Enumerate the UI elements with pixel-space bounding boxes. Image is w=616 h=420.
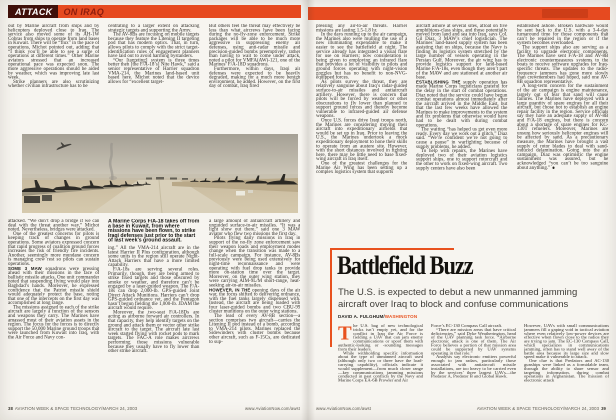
byline-author: DAVID A. FULGHUM/ [338, 314, 385, 319]
paragraph: aircraft ashore at several sites, afloat on five amphibious-class ships, and those potentially moved from land and sea into Iraq, says Col. Gil Diaz, 3 MAW’s chief logistician. The Marines’ land-based supply system has been assisting that on ships, because the Navy is finding its logistics system stretched by the large number of vessels operating in the Persian Gulf. Moreover, the air wing has to provide logistics support for land-based Marine F/A-18s, even though they aren’t part of the MAW and are stationed at another air base. [416, 24, 508, 81]
paragraph: Strike planners are also scrutinizing whether civilian infrastructure has to be [8, 78, 100, 89]
article-column [416, 24, 507, 238]
article-column [524, 324, 609, 399]
paragraph: established ashore. Broken hardware would be sent back to the U.S. with a 3-4-day turnaround time for those components that can’t be repaired in the region or if the system becomes overloaded. [516, 24, 608, 46]
white-truck [236, 191, 245, 196]
paragraph: Moreover, the two-seat F/A-18Ds are acting as airborne forward air controllers. In that capacity, they help identify targets on the ground and attack them or vector other strike aircraft to the target. The aircraft late last week started flying with rocket pods to mark targets. The FAC-A role makes aircrews performing those missions vulnerable because they usually have to fly lower than other strike aircraft. [108, 309, 200, 354]
page-gutter [301, 0, 315, 420]
article-columns-top [8, 24, 300, 132]
paragraph: The support ships also are serving as a facility to upgrade electronic components. The Marines have sent F/A-18 and AV-8B electronic countermeasures systems to the boats to receive software upgrades for Iraq-specific threats. The updates to the radio-frequency jammers has gone more slowly than crewmembers had hoped, said one AV-8B squadron representative. [516, 44, 608, 85]
bold-lead: HOWEVER, IN THE [208, 287, 250, 293]
drop-cap: T [338, 324, 352, 344]
paragraph: a large amount of antiaircraft artillery and unguided surface-to-air missiles. “It was a light show out there,” said one 3 MAW aviator who flew two missions the first day. [208, 219, 300, 237]
buzz-top-rule [330, 248, 454, 250]
article-column [108, 24, 199, 132]
paragraph: Pilots flying daily missions in Iraq in support of the no-fly zone enforcement saw their weapon loads and employment modes change when the transition was made to a full-scale campaign. For instance, AV-8Bs previously were being used extensively for night-time reconnaissance and were operating with fuel drop tanks to provide more on-station time over the target. Moreover, on the outer wing station, they were carrying AIM-9L/M short-range, heat-seeking air-to-air missiles. [208, 235, 300, 288]
bold-lead: SOME 3 MAW [8, 265, 42, 271]
paragraph: HOWEVER, IN THE opening days of the air war, the focus shifted to delivering ordnance, with the fuel tanks largely dispensed with. Instead, the aircraft are being loaded with four laser-guided bombs and two CBU-99 cluster munitions on the outer wing stations. [208, 287, 300, 315]
page-number: 38 [8, 406, 13, 411]
paragraph: But others feel the threat may effectively be less than what aircrews have been facing during the no-fly-zone enforcement. Strike packages will be able to be much more aggressive in suppressing enemy air defenses, using anti-radar missile and precision-guided bombs preemptively, rather than having to wait to come under attack, noted a pilot for VMFA(AW)-121, one of the Marines’ F/A-18D squadrons. [208, 24, 300, 68]
paragraph: One clue is that Predators and AC-130 gunships were linked as a formidable team, through the ability to share sensor and targeting information, during combat operations in Afghanistan. The mission of electronic attack [524, 358, 609, 383]
paragraph: “Our [targeting] system is three times better then [the F/A-18’s] Nite Hawk,” said a senior representative of Harrier squadron VMA-214, the Marines land-based unit based here. Michot noted that the device allows for “excellent target- [108, 57, 200, 85]
end-of-article-mark [552, 167, 554, 169]
paragraph: The missions assigned to each of the strike aircraft are largely a function of the sensors and weapons they carry. The Marines have amassed most of their aviation assets in the region. The focus for the forces is to directly support the 50,000 Marine ground troops that were launched from Kuwait into Iraq, with the Air Force and Navy con- [8, 304, 100, 341]
article-column [316, 24, 407, 238]
left-footer [8, 406, 300, 414]
paragraph: In the days running up to the air campaign, the Marines also were mulling the use of a new illuminating expendable to make it easier to see the battlefield at night. The service already has integrated a visual flare for use on Harriers; now consideration is being given to employing an infrared flare that provides a lot of visibility to pilots and ground forces operating with night-vision goggles but has no benefit to non-NVG-equipped forces. [316, 31, 408, 81]
paragraph: The AV-8Bs are focusing on mobile targets because they feature the Litening II targeting pod that has modern optics. That, in turn, allows pilots to comply with the strict target-identification rules of engagement planners have laid out to avoid harming bystanders. [108, 31, 200, 59]
paragraph: F/A-18s are serving several roles. Primarily, though, they are being armed to strike fixed targets and those obscured by smoke or weather, and therefore can’t be engaged by a laser-guided weapon. The F/A-18s can drop 2,000-lb. GPS-guided Joint Direct Attack Munitions. Harriers can’t drop GPS-guided ordnance yet, and the Pentagon hasn’t begun fielding the 1,000-lb. JDAM the aircraft would require. [108, 266, 200, 311]
buzz-columns [338, 324, 609, 399]
paragraph: “There are mission areas that have critical deficiencies,” said Dyke Weatherington, head of the UAV planning task force. “Airborne electronic attack is one of them. The Air Force believes a portion of that mission area could be supported by UAV systems operating in that role.” [431, 326, 516, 356]
paragraph: As pilots survey the threat, they are relatively sanguine about Iraq’s radar-guided surface-to-air missiles and antiaircraft artillery. However, there is concern that pilots will be forced by weather or other obscurations to fly lower than planned to support ground forces and thereby become vulnerable to infrared-guided air defense weapons. [316, 78, 408, 119]
paragraph: Once U.S. forces drive Iraqi troops north, the Marines are considering moving their aircraft into expeditionary airfields that would be set up in Iraq. Prior to leaving the U.S., the Marines undertook a mock expeditionary deployment to hone their skills to operate from an austere site. However, with the short distances involved in fighting here, there may be little need to base fixed-wing aircraft in Iraq itself. [316, 117, 408, 162]
article-column [108, 219, 199, 401]
paragraph: attacked. “We don’t drop a bridge if we can deal with the threat another way,” Michot noted. Nevertheless, bridges were attacked. [8, 219, 100, 233]
section-label: ATTACK [8, 5, 58, 18]
footer-magazine: AVIATION WEEK & SPACE TECHNOLOGY/MARCH 24, 2003 39 [476, 406, 606, 411]
airfield-photo [22, 134, 298, 213]
article-columns-bottom [8, 219, 300, 401]
article-column [209, 24, 300, 132]
paragraph: The lead of every AV-8B section—a section comprises two aircraft—carries the Litening II pod instead of a bomb, according to VMA-214 pilots. Marines replaced the Sidewinders with cluster bombs because other aircraft, such as F-15Cs, are dedicated to sup- [208, 313, 300, 345]
paragraph: To help with repairs, the Marines have deployed two of their aviation logistics support ships, one to support rotorcraft and the other to work on fixed-wing aircraft. Two supply centers have also been [416, 148, 508, 171]
article-columns-continued [316, 24, 608, 238]
paragraph: One of the greatest challenges for the Marine Air Wing has been setting up a complex logistics system that supports [316, 160, 408, 175]
paragraph: The waiting “has helped us get even more ready. Every day we work out a glitch,” Diaz said. “We’re confident we’re not going to cause a pause” in warfighting because of supply problems, he added. [416, 126, 508, 150]
paragraph: The U.S. bag of new technological tricks isn’t empty yet, and for the conflict in Iraq the Air Force is fielding a UAV that can jam enemy communications or spoof them with authentic-looking or -sounding messages from their leaders. [338, 324, 423, 352]
paragraph: One of the greatest concerns for pilots is keeping track of changes in ground operations. Some aviators expressed concern that rapid progress of coalition ground forces increases the risk of friendly fire incidents. Another, seemingly more mundane concern is managing crew rest so pilots can sustain operations. [8, 230, 100, 267]
section-topic: ON IRAQ [63, 6, 105, 17]
article-column [338, 324, 423, 399]
paragraph: ing.” All the VMA-214 aircraft are in the latest Harrier II Plus configuration, although some units in the region still operate Night-Attack Harriers that have a more limited capability. [108, 244, 200, 268]
buzz-deck: The U.S. is expected to debut a new unmanned jamming aircraft over Iraq to block and confuse communications [338, 287, 578, 310]
article-column [209, 219, 300, 401]
bold-lead: ESTABLISHING THE [416, 79, 461, 85]
paragraph: ESTABLISHING THE supply operation has made Marine Corps logisticians grateful for the delay in the start of combat operations. Diaz noted that the service could have begun combat operations almost immediately after the aircraft arrived in the Middle East, but that the last few weeks have allowed the Marines to make improvements to the system and fix problems that otherwise would have had to be dealt with during combat operations. [416, 79, 508, 128]
airfield-photo-illustration [22, 134, 298, 213]
paragraph: SOME 3 MAW squadrons were pressing ahead with their missions in the face of ballistic missile attacks. One unit commander noted that suspending flying would play into Baghdad’s hands. Moreover, he expressed confidence that the Patriot missile shield would adequately protect the base, noting that one of the intercepts on the first day was accomplished at long range. [8, 265, 100, 306]
article-column [517, 24, 608, 238]
article-column [431, 324, 516, 399]
footer-url: www.AviationNow.com/awst [316, 406, 371, 411]
section-banner-continued [308, 7, 610, 20]
right-footer [316, 406, 608, 414]
banner-continuation-mark [542, 9, 588, 18]
buzz-title: Battlefield Buzz [337, 251, 473, 280]
paragraph: Analysts say electronic emitters powerful enough to jam radars, particularly those associated with antiaircraft missile installations, are too heavy to be carried even by the services’ three largest UAVs—the Predator A, Predator B and Global Hawk. [431, 354, 516, 379]
paragraph: However, UAVs with small communications jammers fill a gaping void in tactical aviation where even relatively low-power devices are effective when flown close to the radios they are trying to jam. The EC-130 Compass Call, which specializes in communications jamming, often has to stand well away of the battle area because its large size and slow speed make it vulnerable to attack. [524, 324, 609, 360]
photo-caption: A Marine Corps F/A-18 takes off from a base in Kuwait, from where missions have been flown, to strike Iraqi defenses just prior to the start of last week’s ground assault. [108, 219, 200, 244]
article-column [8, 219, 99, 401]
article-column [8, 24, 99, 132]
page-number: 39 [601, 406, 606, 411]
buzz-byline [338, 314, 558, 322]
buzz-left-rule [330, 248, 332, 347]
byline-location: WASHINGTON [384, 314, 418, 319]
paragraph: centrating to a larger extent on attacking strategic targets and supporting the Army. [108, 24, 200, 33]
paragraph: out by Marine aircraft from ships and by helicopters deployed close to Iraq. The service also moved some of its AH-1W Cobras from ships to operate from land bases in Kuwait. There will be “flux” in the pace of operations, Michot pointed out, adding that “I think you’ll be able to see a surge of operations at different times.” Other Marine aviators stressed that an increased operational pace was expected soon. The more aggressive operations should be aided by weather, which was improving late last week. [8, 24, 100, 81]
paragraph: Force’s EC-130 Compass Call aircraft. [431, 324, 503, 328]
paragraph: While withholding specific information about the type of unmanned aircraft used (although only two or three have the load-carrying capability), officials indicate it would supplement—from much closer range—key communications jamming missions conducted in past conflicts by the Navy and Marine Corps EA-6B Prowler and Air [338, 350, 423, 383]
footer-url: www.AviationNow.com/awst [245, 406, 300, 411]
footer-magazine: 38 AVIATION WEEK & SPACE TECHNOLOGY/MARCH 24, 2003 [8, 406, 138, 411]
paragraph: Furthermore, within days, Iraqi air defenses were expected to be heavily degraded, making for a much more benign environment, he added. However, on the first day of combat, Iraq fired [208, 65, 300, 89]
right-page [308, 0, 616, 420]
paragraph: A long-term concern for the sustainment of the air campaign is engine maintenance, largely out of fear that sand will cause failures. The Marines have deployed with a large quantity of spare engines for all their aircraft, but chose not to establish an engine repair facility in the region. Service officials say they have an adequate supply of AV-8B and F/A-18 engines, but there is concern about a shortage of spare engines for KC-130T refuelers. Moreover, Marines are unsure how seriously helicopter engines will be affected by sand. As a precautionary measure, the Marines have brought a vast supply of rotor blades to deal with sand-induced delamination. Going into the air campaign, Diaz was optimistic the engine sustainment was assured, but he acknowledged “you can’t be too sanguine about anything.” [516, 83, 608, 171]
section-banner [8, 5, 301, 18]
paragraph: pressing any air-to-air threats. Harrier missions are lasting 1.5-1.8 hr. [316, 24, 408, 33]
